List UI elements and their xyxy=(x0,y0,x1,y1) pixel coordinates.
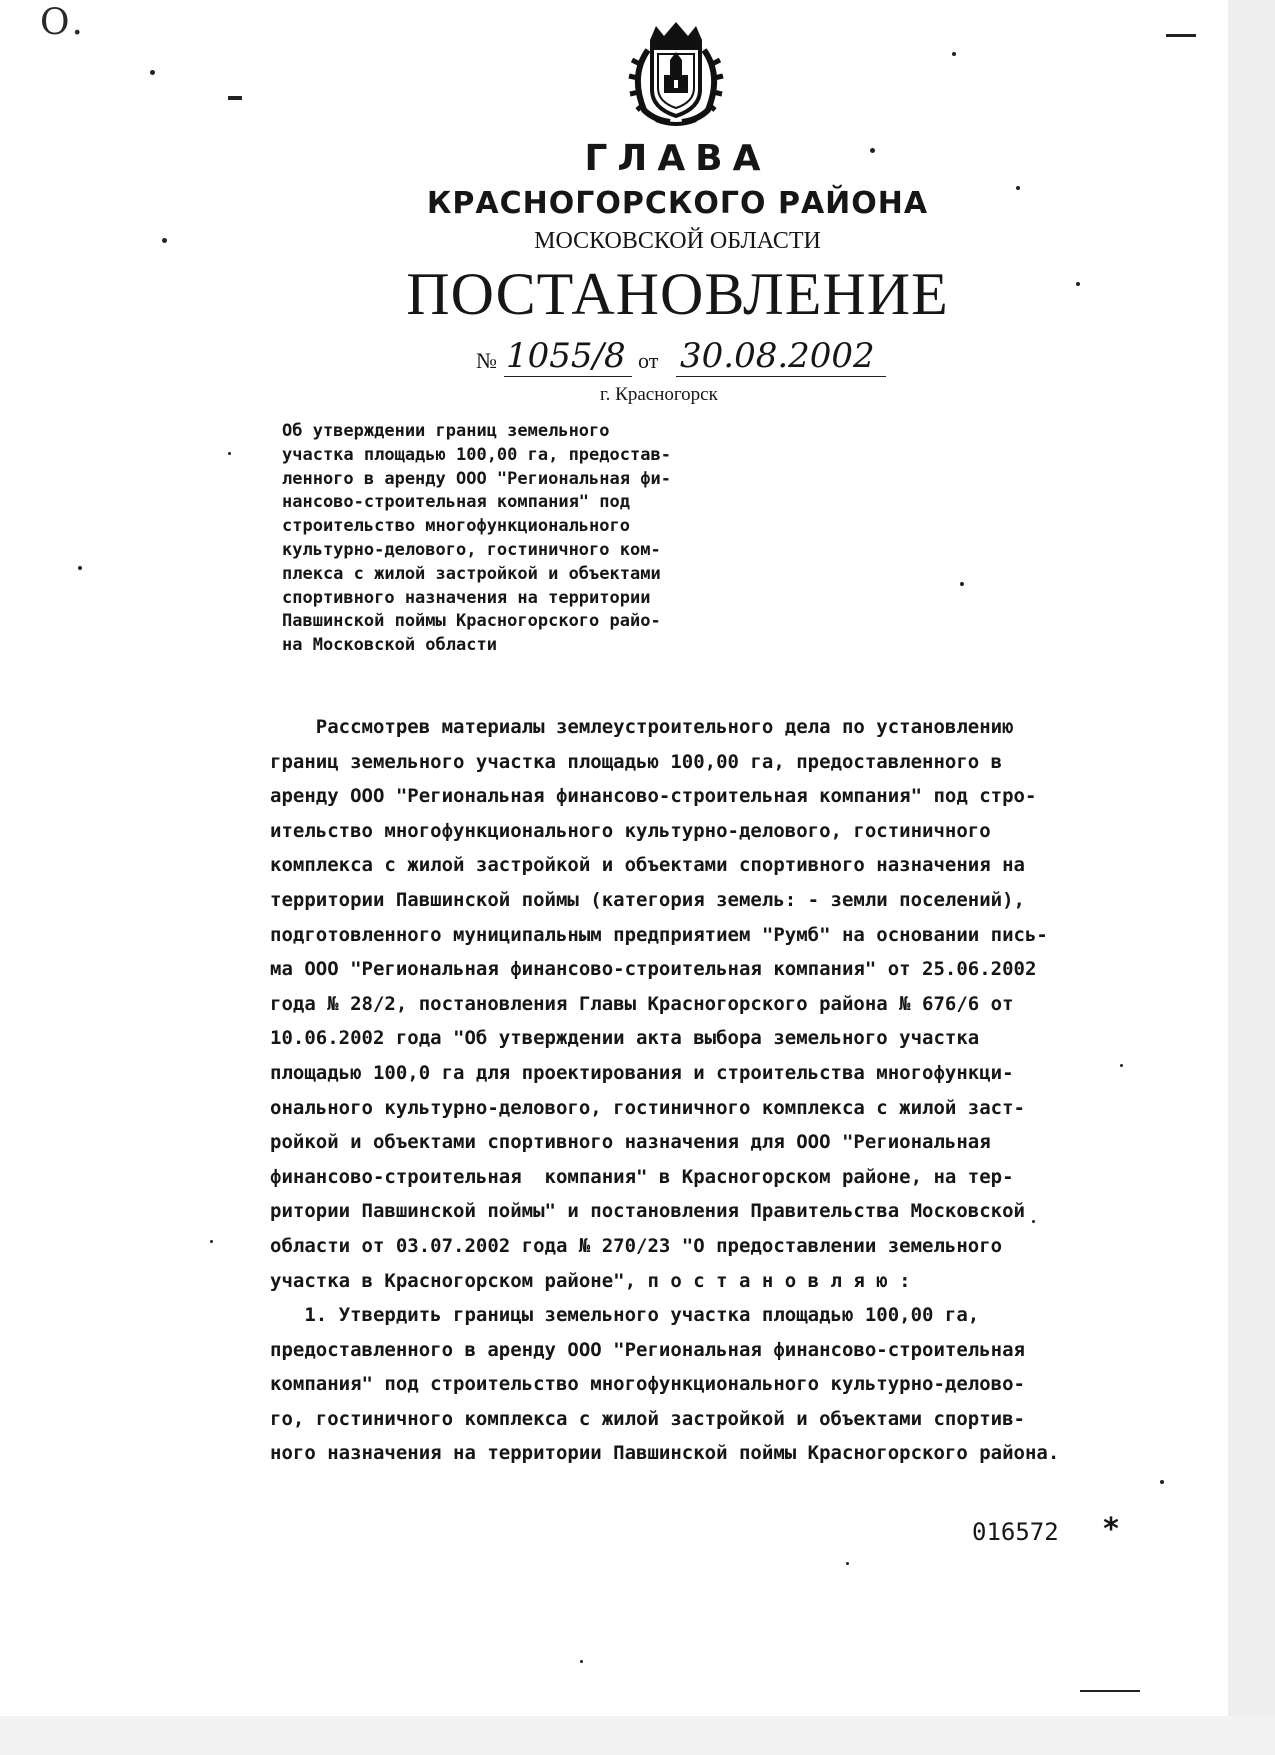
body-line: Рассмотрев материалы землеустроительного дела по установлению xyxy=(270,716,1014,738)
body-line: границ земельного участка площадью 100,00 га, предоставленного в xyxy=(270,750,1003,773)
subject-line: плекса с жилой застройкой и объектами xyxy=(282,563,661,584)
body-line: 1. Утвердить границы земельного участка площадью 100,00 га, xyxy=(270,1304,980,1327)
subject-block xyxy=(282,420,782,658)
subject-line: на Московской области xyxy=(282,635,497,656)
scan-speck xyxy=(846,1562,849,1565)
city-line: г. Красногорск xyxy=(600,384,718,405)
body-line: области от 03.07.2002 года № 270/23 "О предоставлении земельного xyxy=(270,1234,1003,1257)
coat-of-arms-icon xyxy=(620,20,732,128)
date-underline xyxy=(676,376,886,377)
scan-speck xyxy=(960,582,964,586)
subject-line: строительство многофункционального xyxy=(282,516,630,537)
heading-region: МОСКОВСКОЙ ОБЛАСТИ xyxy=(534,228,821,254)
scan-speck xyxy=(78,566,82,570)
body-line: ного назначения на территории Павшинской поймы Красногорского района. xyxy=(270,1442,1060,1465)
scan-mark xyxy=(228,96,242,100)
scan-speck xyxy=(1076,282,1080,286)
body-line: участка в Красногорском районе", п о с т а н о в л я ю : xyxy=(270,1269,911,1292)
document-type-title: ПОСТАНОВЛЕНИЕ xyxy=(406,261,949,327)
form-number: 016572 xyxy=(972,1518,1059,1546)
heading-glava: ГЛАВА xyxy=(584,138,771,179)
body-line: предоставленного в аренду ООО "Региональная финансово-строительная xyxy=(270,1338,1025,1361)
scan-speck xyxy=(580,1660,583,1663)
body-line: подготовленного муниципальным предприятием "Румб" на основании пись- xyxy=(270,923,1048,946)
body-text xyxy=(270,710,1150,1471)
body-line: ительство многофункционального культурно-делового, гостиничного xyxy=(270,819,991,842)
body-line: онального культурно-делового, гостиничного комплекса с жилой заст- xyxy=(270,1096,1025,1119)
scan-speck xyxy=(210,1240,213,1243)
scan-speck xyxy=(228,452,231,455)
scan-speck xyxy=(1160,1480,1164,1484)
body-line: 10.06.2002 года "Об утверждении акта выбора земельного участка xyxy=(270,1027,980,1050)
subject-line: участка площадью 100,00 га, предостав- xyxy=(282,444,671,465)
body-line: го, гостиничного комплекса с жилой застройкой и объектами спортив- xyxy=(270,1407,1025,1430)
form-mark: * xyxy=(1102,1512,1121,1547)
subject-line: Павшинской поймы Красногорского райо- xyxy=(282,611,661,632)
corner-mark: О. xyxy=(40,2,85,43)
body-line: года № 28/2, постановления Главы Красногорского района № 676/6 от xyxy=(270,992,1014,1015)
body-line: аренду ООО "Региональная финансово-строительная компания" под стро- xyxy=(270,785,1037,808)
body-line: площадью 100,0 га для проектирования и строительства многофункци- xyxy=(270,1061,1014,1084)
number-label: № xyxy=(476,348,497,373)
scan-edge-bottom xyxy=(0,1716,1275,1755)
body-line: комплекса с жилой застройкой и объектами спортивного назначения на xyxy=(270,854,1025,877)
subject-line: ленного в аренду ООО "Региональная фи- xyxy=(282,468,671,489)
scan-speck xyxy=(1120,1064,1123,1067)
body-line: компания" под строительство многофункционального культурно-делово- xyxy=(270,1373,1025,1396)
document-number: 1055/8 xyxy=(506,336,626,376)
scan-speck xyxy=(1016,186,1020,190)
subject-line: спортивного назначения на территории xyxy=(282,587,651,608)
date-label: от xyxy=(638,348,659,373)
subject-line: нансово-строительная компания" под xyxy=(282,492,630,513)
body-line: финансово-строительная компания" в Красногорском районе, на тер- xyxy=(270,1165,1014,1188)
scan-mark xyxy=(1080,1690,1140,1692)
scan-speck xyxy=(162,238,167,243)
heading-district: КРАСНОГОРСКОГО РАЙОНА xyxy=(426,186,929,221)
subject-line: Об утверждении границ земельного xyxy=(282,421,610,441)
body-line: ройкой и объектами спортивного назначения для ООО "Региональная xyxy=(270,1131,991,1154)
number-underline xyxy=(504,376,632,377)
body-line: ма ООО "Региональная финансово-строительная компания" от 25.06.2002 xyxy=(270,958,1037,981)
scan-mark xyxy=(1166,34,1196,37)
subject-line: культурно-делового, гостиничного ком- xyxy=(282,539,661,560)
scan-speck xyxy=(150,70,155,75)
number-date-line xyxy=(466,336,926,376)
body-line: территории Павшинской поймы (категория земель: - земли поселений), xyxy=(270,888,1025,911)
document-date: 30.08.2002 xyxy=(680,336,875,376)
body-line: ритории Павшинской поймы" и постановления Правительства Московской xyxy=(270,1200,1025,1223)
scan-speck xyxy=(1032,1220,1035,1223)
scan-speck xyxy=(870,148,875,153)
scan-speck xyxy=(952,52,956,56)
